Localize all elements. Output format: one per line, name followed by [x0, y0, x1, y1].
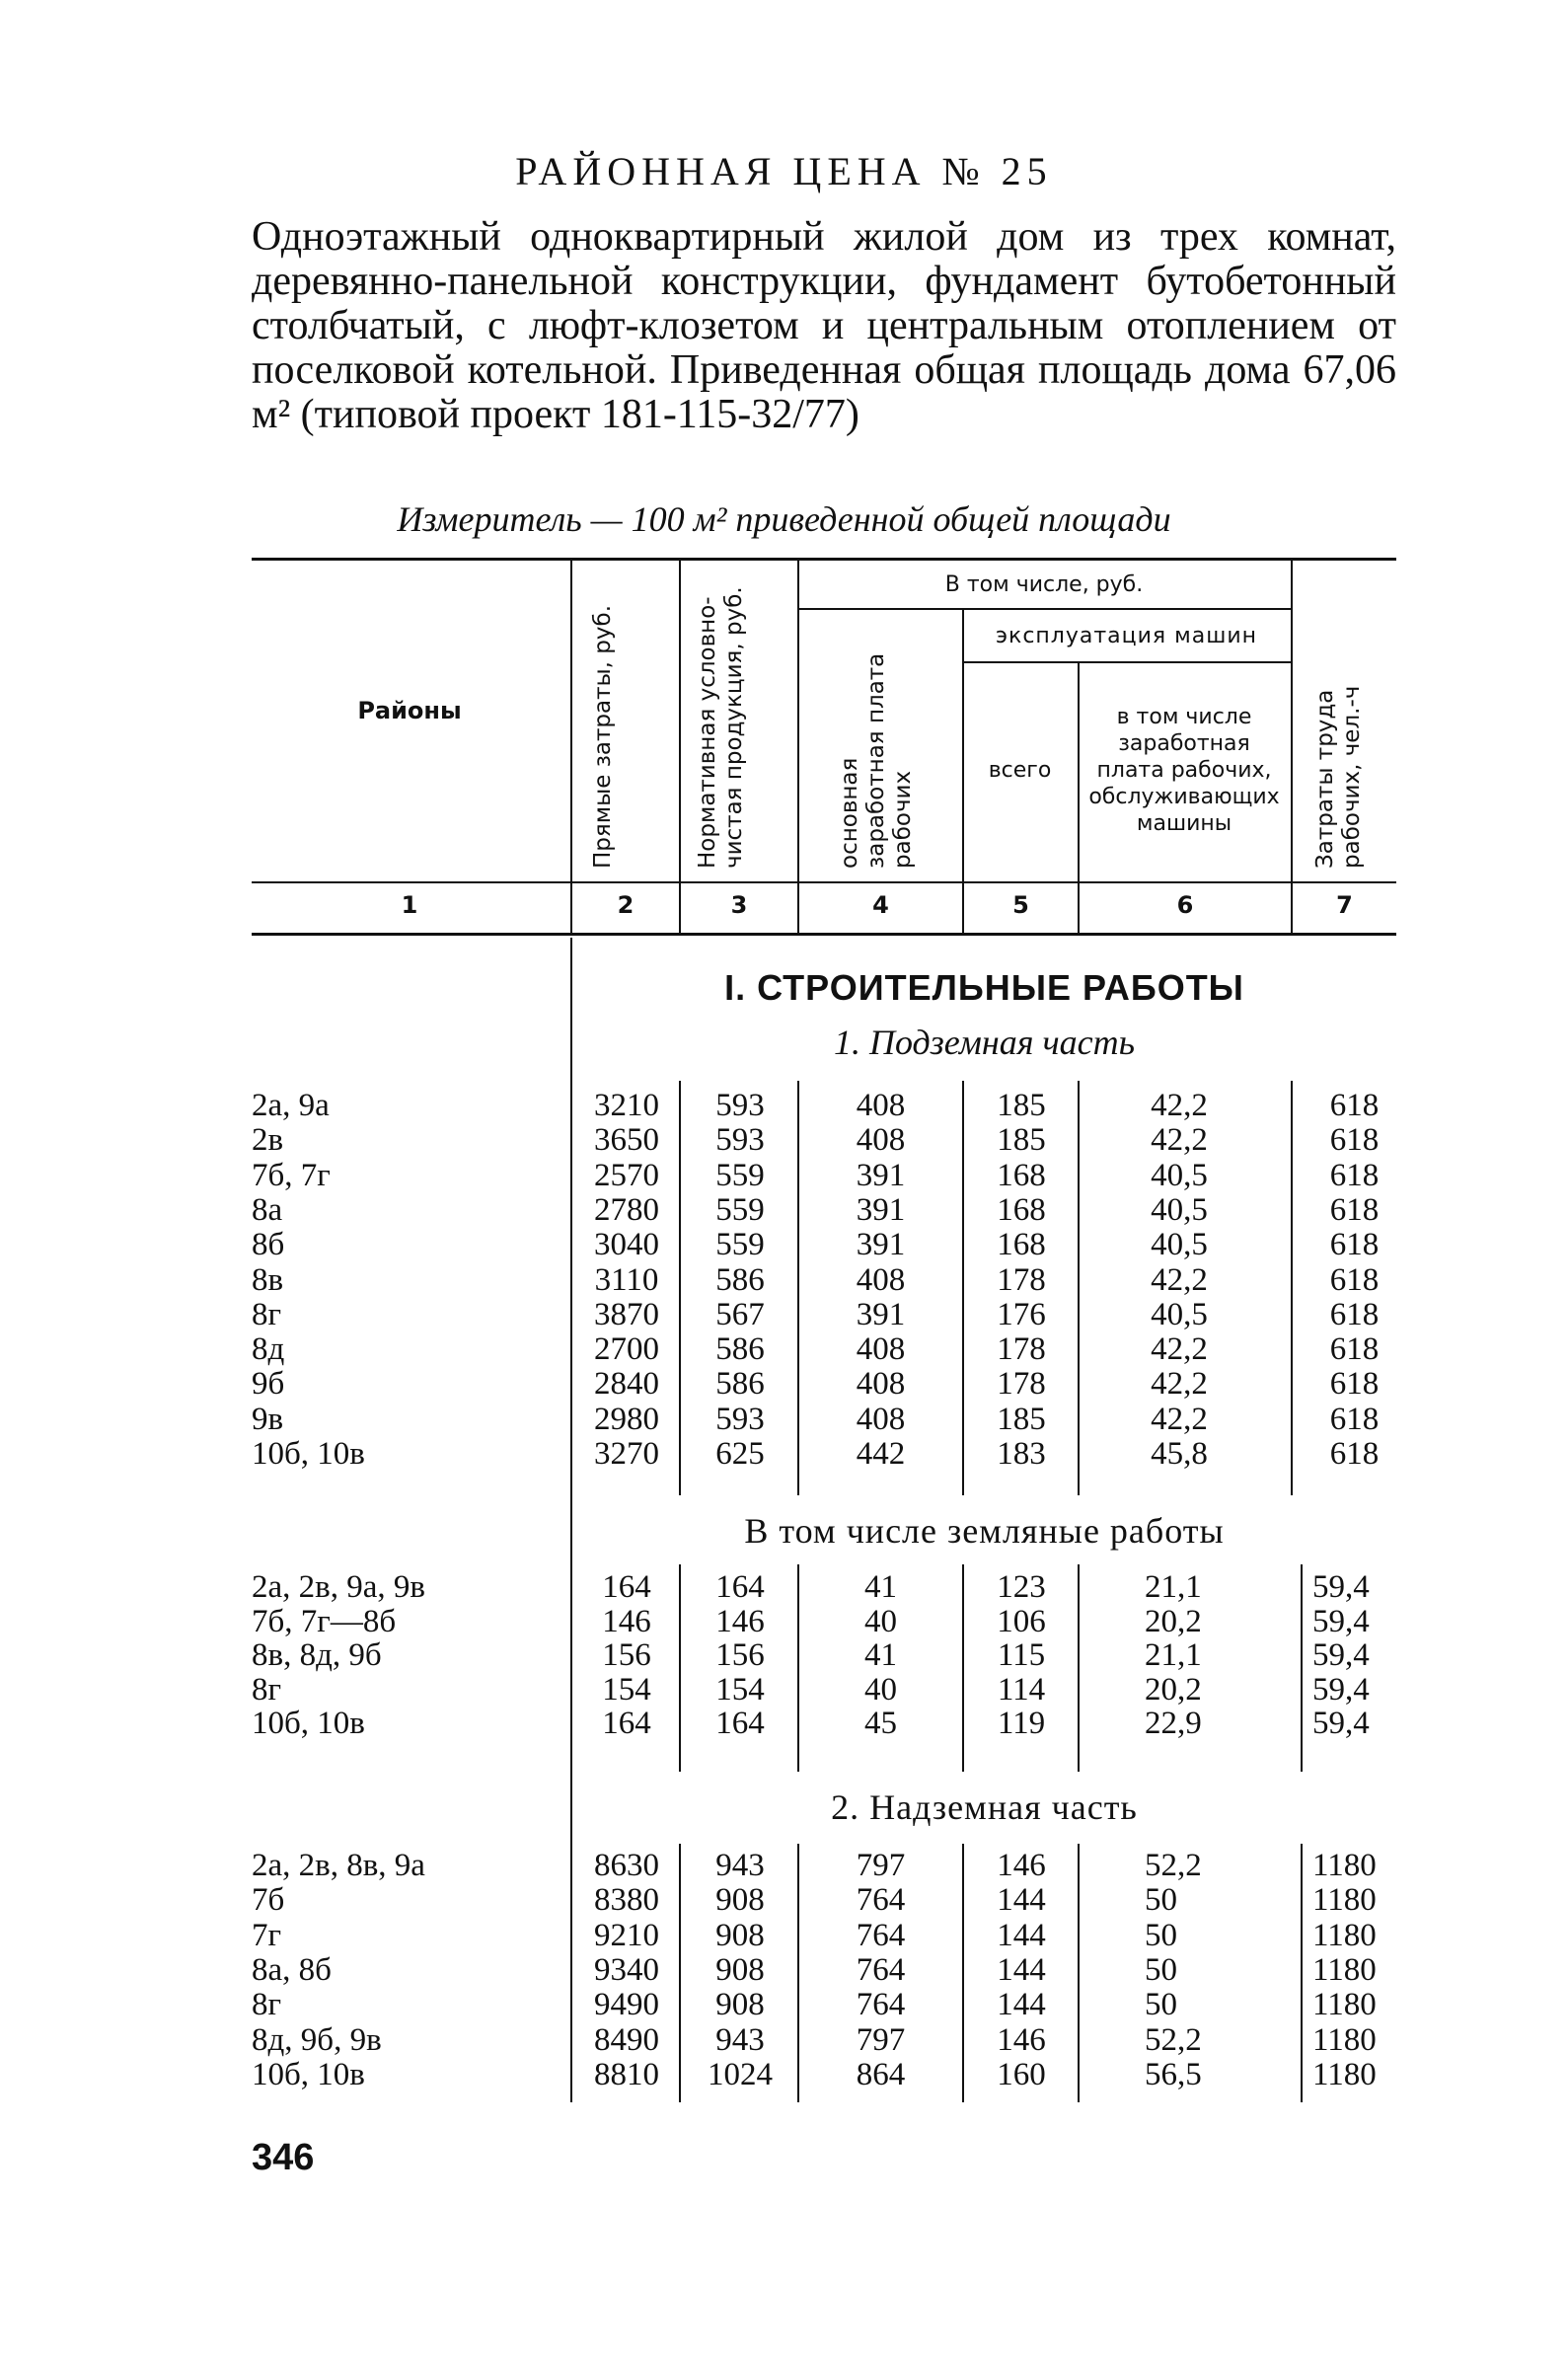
region-cell: 10б, 10в [252, 2056, 365, 2092]
labor-cell: 1180 [1312, 1917, 1377, 1953]
machines-total-cell: 119 [997, 1706, 1046, 1741]
machines-total-cell: 144 [997, 1882, 1046, 1919]
net-production-cell: 908 [715, 1917, 765, 1953]
header-direct-costs: Прямые затраты, руб. [590, 604, 616, 869]
machines-total-cell: 185 [997, 1088, 1046, 1123]
machines-total-cell: 115 [997, 1637, 1046, 1673]
region-cell: 7г [252, 1917, 282, 1953]
section-construction: I. СТРОИТЕЛЬНЫЕ РАБОТЫ [724, 967, 1244, 1008]
machines-total-cell: 160 [997, 2056, 1046, 2092]
labor-cell: 1180 [1312, 1987, 1377, 2023]
labor-cell: 59,4 [1312, 1603, 1370, 1639]
machines-total-cell: 168 [997, 1157, 1046, 1193]
table-row [0, 1569, 1568, 1605]
colnum-4: 4 [872, 891, 889, 919]
machine-wage-cell: 42,2 [1151, 1088, 1208, 1123]
section-underground: 1. Подземная часть [834, 1023, 1135, 1062]
base-wage-cell: 391 [856, 1296, 906, 1332]
direct-costs-cell: 2700 [594, 1331, 659, 1368]
machines-total-cell: 178 [997, 1366, 1046, 1403]
machines-total-cell: 144 [997, 1917, 1046, 1953]
labor-cell: 618 [1329, 1436, 1380, 1472]
region-cell: 2а, 2в, 9а, 9в [252, 1569, 425, 1605]
header-base-wage: основная заработная плата рабочих [837, 652, 916, 869]
labor-cell: 59,4 [1312, 1569, 1370, 1605]
page-title: РАЙОННАЯ ЦЕНА № 25 [515, 149, 1053, 193]
region-cell: 8г [252, 1671, 282, 1708]
net-production-cell: 154 [715, 1671, 765, 1708]
labor-cell: 618 [1329, 1401, 1380, 1437]
table-row [0, 1637, 1568, 1673]
region-cell: 10б, 10в [252, 1706, 365, 1741]
colnum-bottom-rule [252, 933, 1396, 936]
base-wage-cell: 442 [856, 1436, 906, 1472]
table-row [0, 1604, 1568, 1639]
table-row [0, 2022, 1568, 2058]
labor-cell: 1180 [1312, 1848, 1377, 1883]
labor-cell: 1180 [1312, 1882, 1377, 1919]
machines-total-cell: 185 [997, 1401, 1046, 1437]
region-cell: 2а, 2в, 8в, 9а [252, 1848, 425, 1883]
net-production-cell: 586 [715, 1261, 765, 1298]
colnum-3: 3 [730, 891, 748, 919]
labor-cell: 618 [1329, 1088, 1380, 1123]
net-production-cell: 559 [715, 1227, 765, 1263]
table-row [0, 1402, 1568, 1437]
group-total-rule [797, 608, 1291, 610]
table-row [0, 1918, 1568, 1953]
header-machines-total: всего [988, 757, 1052, 783]
base-wage-cell: 408 [856, 1401, 906, 1437]
machines-total-cell: 185 [997, 1122, 1046, 1159]
machines-total-cell: 106 [997, 1603, 1046, 1639]
direct-costs-cell: 3650 [594, 1122, 659, 1159]
base-wage-cell: 391 [856, 1191, 906, 1228]
table-row [0, 1227, 1568, 1262]
net-production-cell: 586 [715, 1366, 765, 1403]
net-production-cell: 908 [715, 1951, 765, 1988]
region-cell: 7б [252, 1882, 285, 1919]
base-wage-cell: 45 [864, 1706, 897, 1741]
header-net-production-text: Нормативная условно-чистая продукция, руб. [695, 586, 747, 869]
region-cell: 8г [252, 1987, 282, 2023]
region-cell: 8а, 8б [252, 1951, 332, 1988]
base-wage-cell: 797 [856, 2021, 906, 2058]
direct-costs-cell: 3110 [594, 1261, 659, 1298]
header-bottom-rule [252, 881, 1396, 883]
net-production-cell: 164 [715, 1569, 765, 1605]
machine-wage-cell: 50 [1145, 1917, 1177, 1953]
machines-total-cell: 146 [997, 1848, 1046, 1883]
labor-cell: 59,4 [1312, 1671, 1370, 1708]
colnum-6: 6 [1176, 891, 1194, 919]
machine-wage-cell: 42,2 [1151, 1331, 1208, 1368]
table-row [0, 1848, 1568, 1883]
direct-costs-cell: 3270 [594, 1436, 659, 1472]
machine-wage-cell: 42,2 [1151, 1401, 1208, 1437]
direct-costs-cell: 9340 [594, 1951, 659, 1988]
measure-caption: Измеритель — 100 м² приведенной общей площади [397, 499, 1171, 539]
base-wage-cell: 391 [856, 1227, 906, 1263]
net-production-cell: 908 [715, 1987, 765, 2023]
section-earthworks: В том числе земляные работы [744, 1511, 1225, 1551]
labor-cell: 1180 [1312, 1951, 1377, 1988]
net-production-cell: 625 [715, 1436, 765, 1472]
direct-costs-cell: 164 [602, 1569, 651, 1605]
machine-wage-cell: 50 [1145, 1882, 1177, 1919]
net-production-cell: 567 [715, 1296, 765, 1332]
machines-total-cell: 144 [997, 1987, 1046, 2023]
direct-costs-cell: 8490 [594, 2021, 659, 2058]
labor-cell: 618 [1329, 1366, 1380, 1403]
machines-total-cell: 144 [997, 1951, 1046, 1988]
direct-costs-cell: 9210 [594, 1917, 659, 1953]
base-wage-cell: 40 [864, 1671, 897, 1708]
region-cell: 9б [252, 1366, 285, 1403]
base-wage-cell: 408 [856, 1122, 906, 1159]
region-cell: 8б [252, 1227, 285, 1263]
direct-costs-cell: 2840 [594, 1366, 659, 1403]
region-cell: 7б, 7г—8б [252, 1603, 397, 1639]
direct-costs-cell: 156 [602, 1637, 651, 1673]
table-row [0, 1366, 1568, 1402]
machines-total-cell: 123 [997, 1569, 1046, 1605]
net-production-cell: 908 [715, 1882, 765, 1919]
net-production-cell: 1024 [708, 2056, 773, 2092]
machine-wage-cell: 50 [1145, 1951, 1177, 1988]
header-divider-1 [570, 561, 572, 933]
net-production-cell: 943 [715, 2021, 765, 2058]
header-group-total: В том числе, руб. [944, 571, 1144, 597]
base-wage-cell: 41 [864, 1569, 897, 1605]
machines-total-cell: 178 [997, 1261, 1046, 1298]
machine-wage-cell: 40,5 [1151, 1191, 1208, 1228]
direct-costs-cell: 2980 [594, 1401, 659, 1437]
direct-costs-cell: 3210 [594, 1088, 659, 1123]
direct-costs-cell: 2570 [594, 1157, 659, 1193]
machine-wage-cell: 21,1 [1145, 1569, 1202, 1605]
table-row [0, 1706, 1568, 1741]
region-cell: 9в [252, 1401, 284, 1437]
labor-cell: 618 [1329, 1122, 1380, 1159]
header-divider-3 [797, 561, 799, 933]
region-cell: 8в [252, 1261, 284, 1298]
direct-costs-cell: 164 [602, 1706, 651, 1741]
colnum-5: 5 [1012, 891, 1029, 919]
machines-total-cell: 178 [997, 1331, 1046, 1368]
header-labor: Затраты труда рабочих, чел.-ч [1312, 685, 1365, 869]
direct-costs-cell: 146 [602, 1603, 651, 1639]
header-net-production [695, 563, 748, 869]
base-wage-cell: 764 [856, 1917, 906, 1953]
machine-wage-cell: 40,5 [1151, 1157, 1208, 1193]
table-row [0, 1436, 1568, 1472]
header-machine-wage: в том числе заработная плата рабочих, обслуживающих машины [1088, 704, 1280, 836]
machine-wage-cell: 40,5 [1151, 1227, 1208, 1263]
labor-cell: 59,4 [1312, 1637, 1370, 1673]
net-production-cell: 586 [715, 1331, 765, 1368]
machines-total-cell: 114 [997, 1671, 1046, 1708]
base-wage-cell: 408 [856, 1261, 906, 1298]
base-wage-cell: 797 [856, 1848, 906, 1883]
machines-total-cell: 176 [997, 1296, 1046, 1332]
table-row [0, 1088, 1568, 1123]
net-production-cell: 593 [715, 1122, 765, 1159]
region-cell: 2в [252, 1122, 284, 1159]
machine-wage-cell: 52,2 [1145, 1848, 1202, 1883]
intro-text: Одноэтажный одноквартирный жилой дом из трех комнат, деревянно-панельной конструкции, фундамент бутобетонный столбчатый, с люфт-клозетом и центральным отоплением от поселковой котельной. Приведенная общая площадь дома 67,06 м² (типовой проект 181-115-32/77) [252, 214, 1396, 437]
direct-costs-cell: 3870 [594, 1296, 659, 1332]
base-wage-cell: 41 [864, 1637, 897, 1673]
header-divider-2 [679, 561, 681, 933]
intro-paragraph [252, 215, 1396, 437]
machines-total-cell: 146 [997, 2021, 1046, 2058]
table-row [0, 1672, 1568, 1708]
header-group-machines: эксплуатация машин [995, 623, 1258, 648]
machine-wage-cell: 42,2 [1151, 1122, 1208, 1159]
machines-total-cell: 168 [997, 1191, 1046, 1228]
base-wage-cell: 391 [856, 1157, 906, 1193]
region-cell: 10б, 10в [252, 1436, 365, 1472]
machines-total-cell: 183 [997, 1436, 1046, 1472]
direct-costs-cell: 9490 [594, 1987, 659, 2023]
machine-wage-cell: 45,8 [1151, 1436, 1208, 1472]
base-wage-cell: 764 [856, 1987, 906, 2023]
table-row [0, 1122, 1568, 1158]
colnum-2: 2 [617, 891, 635, 919]
machine-wage-cell: 40,5 [1151, 1296, 1208, 1332]
labor-cell: 618 [1329, 1296, 1380, 1332]
labor-cell: 618 [1329, 1191, 1380, 1228]
net-production-cell: 156 [715, 1637, 765, 1673]
net-production-cell: 164 [715, 1706, 765, 1741]
table-row [0, 1158, 1568, 1193]
net-production-cell: 593 [715, 1088, 765, 1123]
machine-wage-cell: 20,2 [1145, 1671, 1202, 1708]
table-row [0, 1331, 1568, 1367]
labor-cell: 618 [1329, 1261, 1380, 1298]
base-wage-cell: 408 [856, 1331, 906, 1368]
direct-costs-cell: 3040 [594, 1227, 659, 1263]
labor-cell: 59,4 [1312, 1706, 1370, 1741]
labor-cell: 1180 [1312, 2021, 1377, 2058]
header-top-rule [252, 558, 1396, 561]
base-wage-cell: 408 [856, 1366, 906, 1403]
net-production-cell: 146 [715, 1603, 765, 1639]
header-regions: Районы [357, 697, 462, 724]
direct-costs-cell: 8630 [594, 1848, 659, 1883]
region-cell: 8д [252, 1331, 285, 1368]
machine-wage-cell: 56,5 [1145, 2056, 1202, 2092]
region-cell: 8в, 8д, 9б [252, 1637, 382, 1673]
base-wage-cell: 864 [856, 2056, 906, 2092]
labor-cell: 618 [1329, 1227, 1380, 1263]
section-aboveground: 2. Надземная часть [831, 1787, 1138, 1827]
base-wage-cell: 408 [856, 1088, 906, 1123]
group-machines-rule [962, 661, 1291, 663]
labor-cell: 1180 [1312, 2056, 1377, 2092]
net-production-cell: 559 [715, 1191, 765, 1228]
table-row [0, 1262, 1568, 1298]
machine-wage-cell: 21,1 [1145, 1637, 1202, 1673]
net-production-cell: 559 [715, 1157, 765, 1193]
table-row [0, 1987, 1568, 2022]
labor-cell: 618 [1329, 1331, 1380, 1368]
table-row [0, 1192, 1568, 1228]
header-divider-6 [1291, 561, 1293, 933]
labor-cell: 618 [1329, 1157, 1380, 1193]
net-production-cell: 943 [715, 1848, 765, 1883]
table-row [0, 2057, 1568, 2092]
colnum-1: 1 [401, 891, 418, 919]
region-cell: 7б, 7г [252, 1157, 331, 1193]
direct-costs-cell: 2780 [594, 1191, 659, 1228]
colnum-7: 7 [1336, 891, 1353, 919]
machine-wage-cell: 20,2 [1145, 1603, 1202, 1639]
machine-wage-cell: 52,2 [1145, 2021, 1202, 2058]
direct-costs-cell: 8380 [594, 1882, 659, 1919]
machine-wage-cell: 50 [1145, 1987, 1177, 2023]
machines-total-cell: 168 [997, 1227, 1046, 1263]
machine-wage-cell: 42,2 [1151, 1261, 1208, 1298]
base-wage-cell: 764 [856, 1882, 906, 1919]
table-row [0, 1882, 1568, 1918]
base-wage-cell: 764 [856, 1951, 906, 1988]
direct-costs-cell: 8810 [594, 2056, 659, 2092]
region-cell: 8г [252, 1296, 282, 1332]
table-row [0, 1952, 1568, 1988]
page-number: 346 [252, 2137, 315, 2178]
machine-wage-cell: 42,2 [1151, 1366, 1208, 1403]
direct-costs-cell: 154 [602, 1671, 651, 1708]
machine-wage-cell: 22,9 [1145, 1706, 1202, 1741]
net-production-cell: 593 [715, 1401, 765, 1437]
table-row [0, 1297, 1568, 1332]
region-cell: 2а, 9а [252, 1088, 330, 1123]
region-cell: 8д, 9б, 9в [252, 2021, 382, 2058]
base-wage-cell: 40 [864, 1603, 897, 1639]
region-cell: 8а [252, 1191, 283, 1228]
